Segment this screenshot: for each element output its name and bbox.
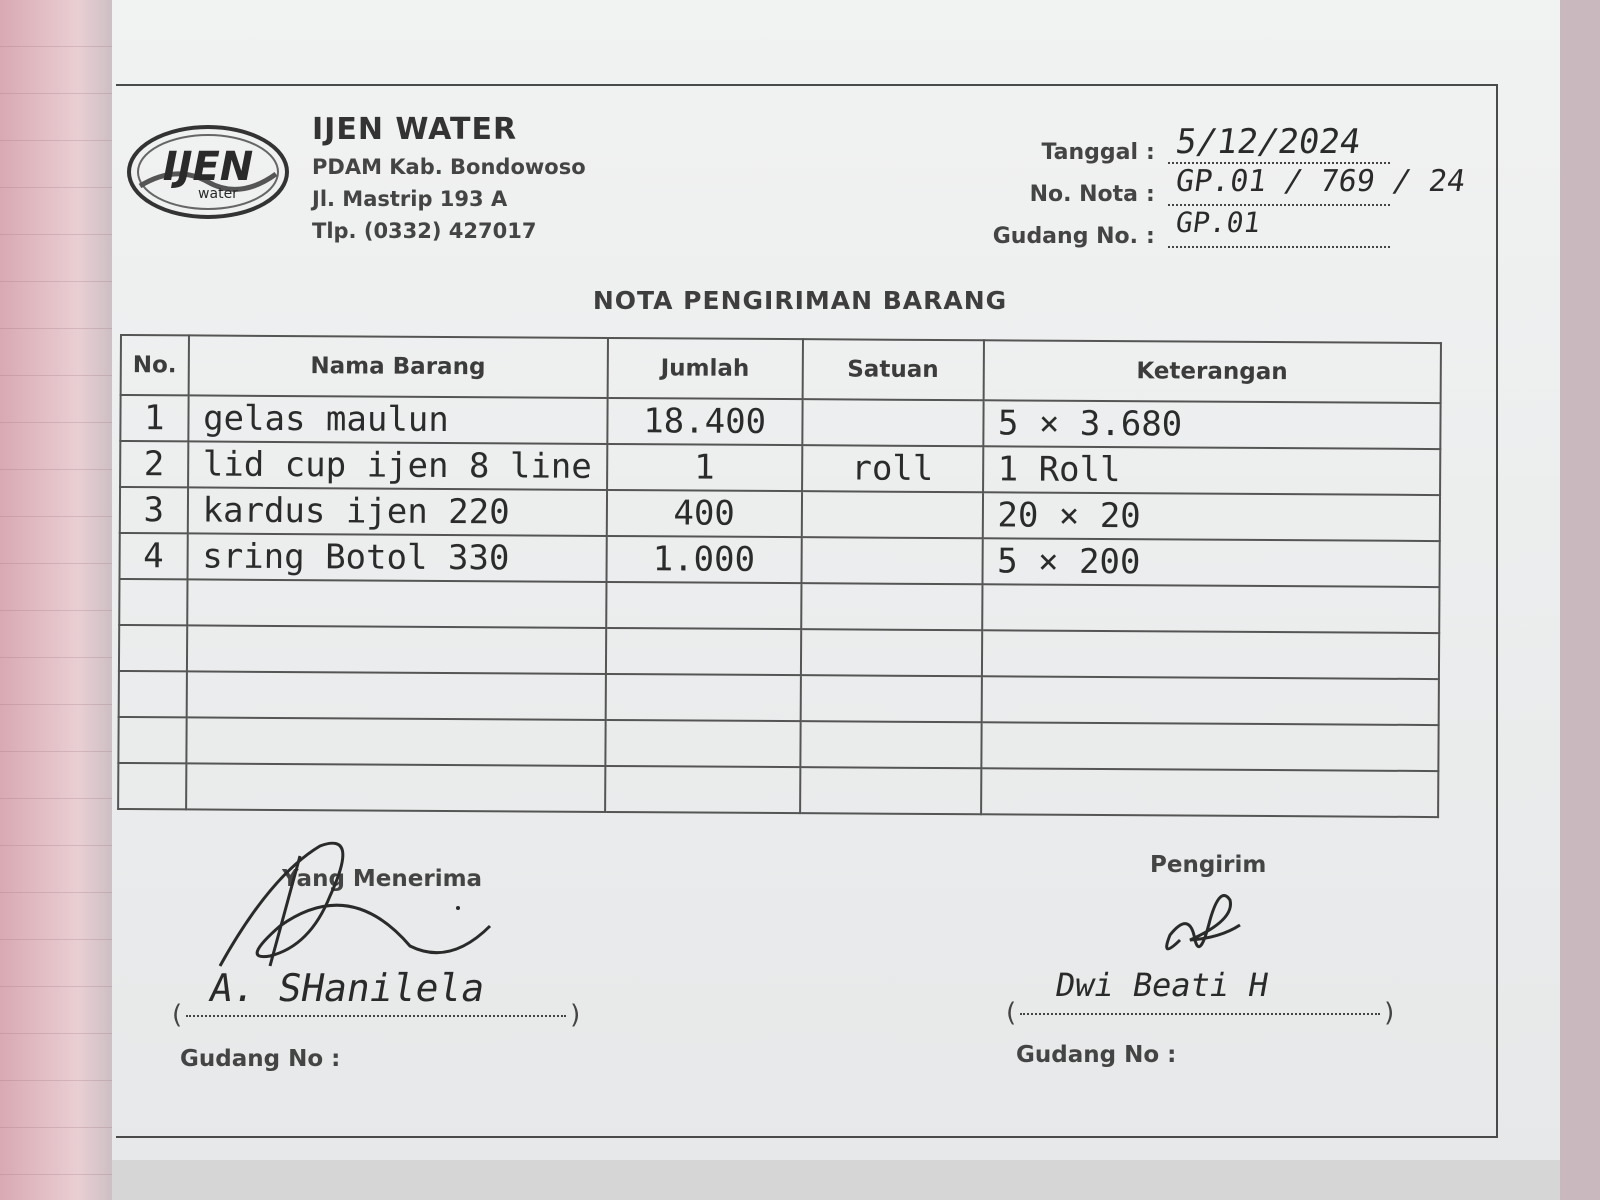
adjacent-page-lines xyxy=(0,0,112,1200)
gudang-value: GP.01 xyxy=(1173,206,1263,239)
row-jumlah: 400 xyxy=(606,490,801,537)
company-phone: Tlp. (0332) 427017 xyxy=(312,219,537,243)
receiver-name: A. SHanilela xyxy=(206,966,489,1010)
table-row xyxy=(120,533,1440,587)
company-block xyxy=(312,112,586,243)
receiver-label: Yang Menerima xyxy=(282,866,483,892)
page-bottom-edge xyxy=(112,1160,1560,1200)
company-org: PDAM Kab. Bondowoso xyxy=(312,155,586,179)
row-jumlah: 1.000 xyxy=(606,536,801,583)
row-no: 4 xyxy=(120,533,188,579)
sender-name: Dwi Beati H xyxy=(1052,966,1272,1004)
logo-text: IJEN xyxy=(162,144,254,190)
nota-value: GP.01 / 769 / 24 xyxy=(1173,164,1468,199)
row-satuan xyxy=(802,399,983,446)
table-row xyxy=(120,487,1440,541)
items-table xyxy=(117,334,1442,818)
row-satuan xyxy=(802,491,983,538)
company-name: IJEN WATER xyxy=(312,112,518,147)
row-no: 3 xyxy=(120,487,188,533)
table-row xyxy=(120,441,1440,495)
table-row-empty xyxy=(119,671,1439,725)
tanggal-row: Tanggal : 5/12/2024 xyxy=(990,136,1470,178)
row-no: 1 xyxy=(120,395,188,441)
tanggal-label: Tanggal xyxy=(1041,140,1138,165)
nota-label: No. Nota xyxy=(1029,182,1138,207)
document-title: NOTA PENGIRIMAN BARANG xyxy=(592,286,1008,315)
row-keterangan: 5 × 200 xyxy=(982,538,1440,587)
sender-signature xyxy=(1150,880,1260,970)
header-no: No. xyxy=(121,335,189,395)
table-row xyxy=(120,395,1440,449)
sender-gudang-label: Gudang No : xyxy=(1016,1042,1177,1068)
meta-fields xyxy=(990,122,1470,262)
table-row-empty xyxy=(119,625,1439,679)
row-no: 2 xyxy=(120,441,188,487)
table-row-empty xyxy=(118,763,1438,817)
header-jumlah: Jumlah xyxy=(607,338,803,399)
table-header-row xyxy=(121,335,1441,403)
nota-row: No. Nota : GP.01 / 769 / 24 xyxy=(1029,164,1468,207)
row-satuan: roll xyxy=(802,445,983,492)
logo-subtext: water xyxy=(198,186,238,202)
row-jumlah: 1 xyxy=(607,444,802,491)
company-address: Jl. Mastrip 193 A xyxy=(312,187,508,211)
sender-label: Pengirim xyxy=(1150,852,1267,878)
row-nama: lid cup ijen 8 line xyxy=(188,441,607,490)
receiver-gudang-label: Gudang No : xyxy=(180,1046,341,1072)
table-row-empty xyxy=(119,579,1439,633)
receiver-sign-line: ( ) xyxy=(172,1000,581,1030)
gudang-label: Gudang No. xyxy=(992,224,1138,249)
row-keterangan: 20 × 20 xyxy=(982,492,1440,541)
row-satuan xyxy=(801,537,982,584)
header-keterangan: Keterangan xyxy=(983,340,1441,403)
ijen-water-logo xyxy=(126,124,290,220)
receiver-signature xyxy=(210,836,510,986)
tanggal-value: 5/12/2024 xyxy=(1173,122,1364,162)
row-jumlah: 18.400 xyxy=(607,398,802,445)
row-nama: sring Botol 330 xyxy=(187,533,606,582)
header-nama-barang: Nama Barang xyxy=(188,335,607,398)
row-nama: kardus ijen 220 xyxy=(187,487,606,536)
gudang-row: Gudang No. : GP.01 xyxy=(990,220,1470,262)
table-row-empty xyxy=(118,717,1438,771)
row-keterangan: 5 × 3.680 xyxy=(983,400,1441,449)
header-satuan: Satuan xyxy=(802,339,983,400)
row-keterangan: 1 Roll xyxy=(983,446,1441,495)
row-nama: gelas maulun xyxy=(188,395,607,444)
sender-sign-line: ( ) xyxy=(1006,998,1395,1028)
